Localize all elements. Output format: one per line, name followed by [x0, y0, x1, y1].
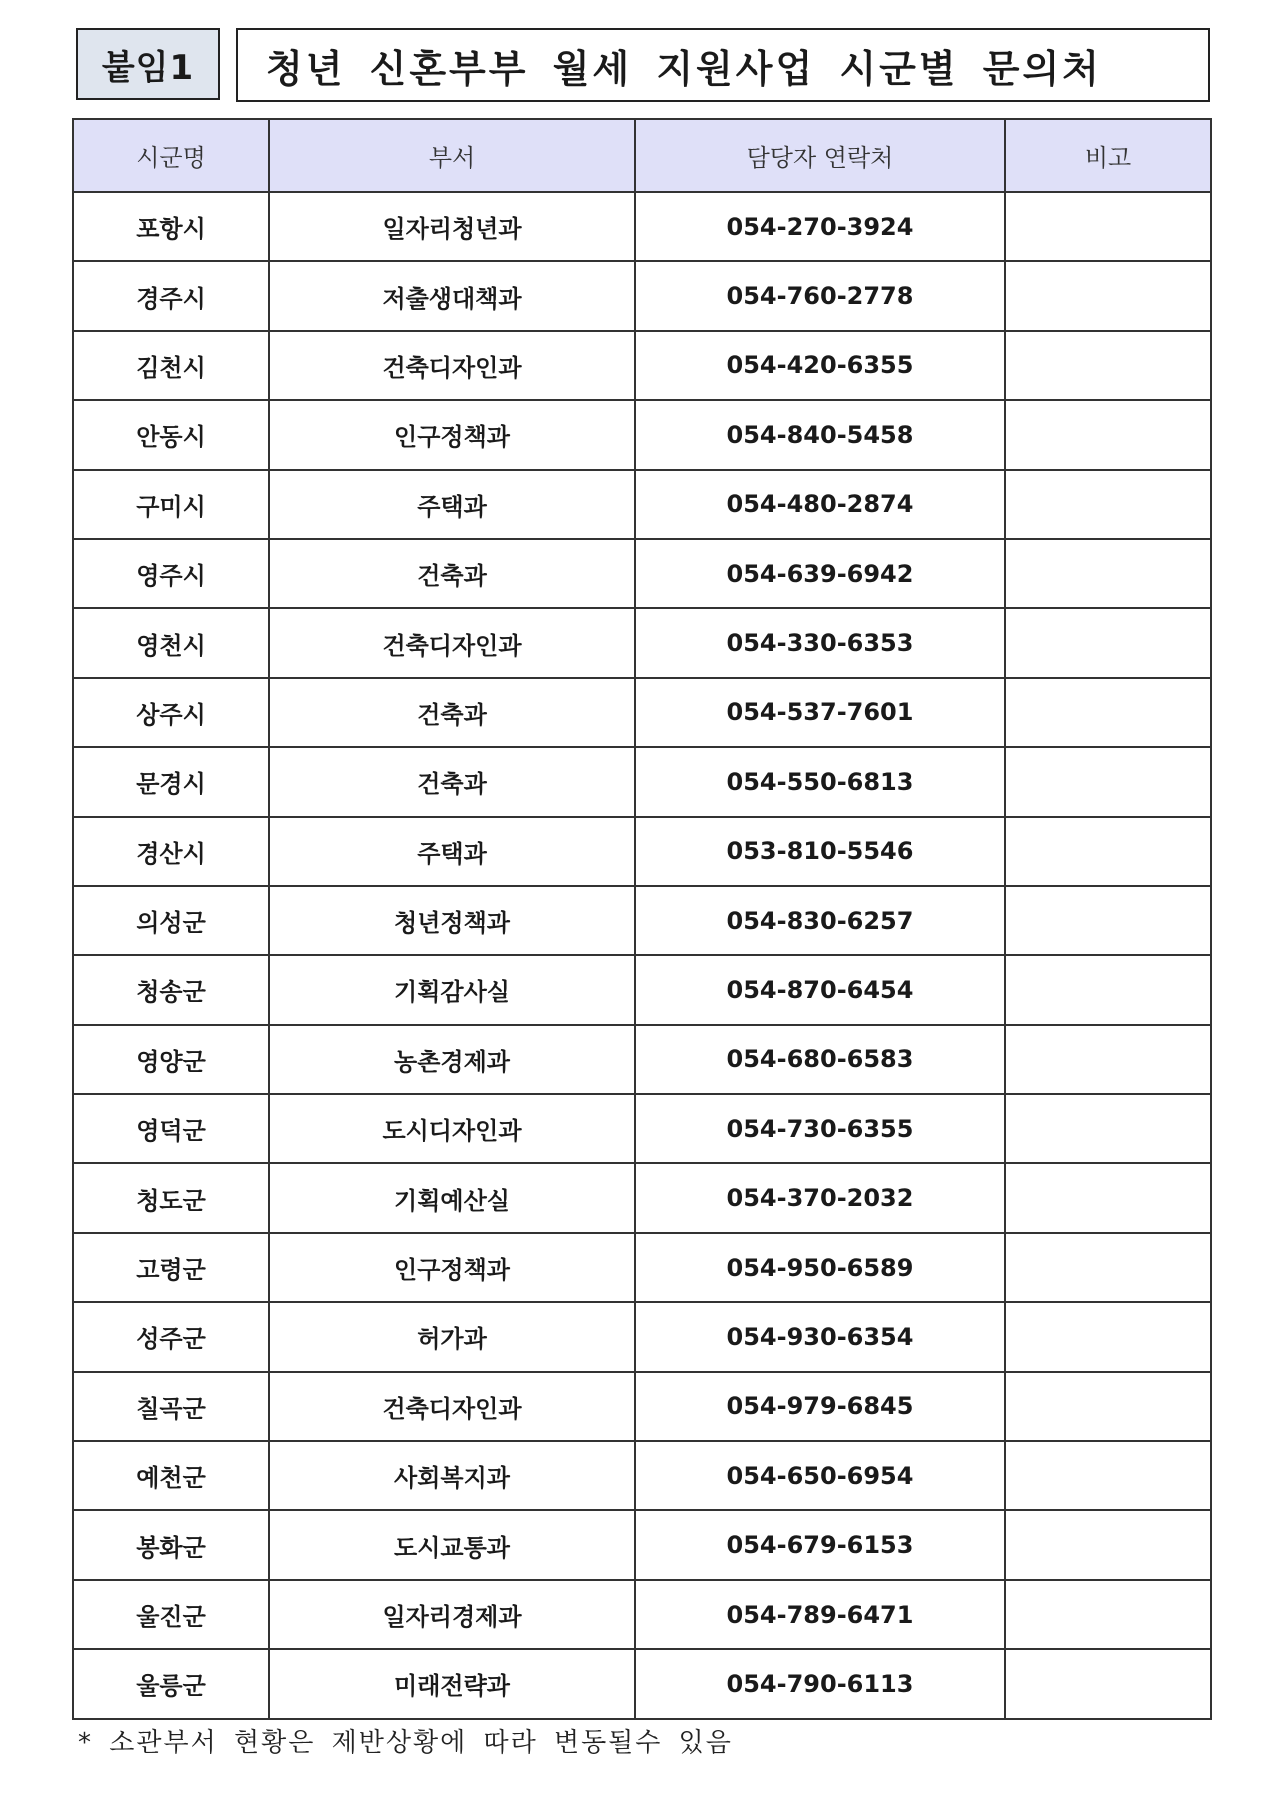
- region-cell: 청도군: [73, 1163, 269, 1232]
- table-body: [73, 192, 1211, 1719]
- phone-cell: 054-639-6942: [635, 539, 1005, 608]
- region-cell: 봉화군: [73, 1510, 269, 1579]
- table-row: [73, 817, 1211, 886]
- phone-cell: 054-370-2032: [635, 1163, 1005, 1232]
- department-cell: 기획예산실: [269, 1163, 635, 1232]
- table-row: [73, 1580, 1211, 1649]
- department-cell: 건축디자인과: [269, 331, 635, 400]
- table-row: [73, 1649, 1211, 1718]
- department-cell: 건축디자인과: [269, 608, 635, 677]
- header-region: 시군명: [73, 119, 269, 192]
- document-title: 청년 신혼부부 월세 지원사업 시군별 문의처: [236, 28, 1210, 102]
- department-cell: 농촌경제과: [269, 1025, 635, 1094]
- note-cell: [1005, 1580, 1211, 1649]
- region-cell: 문경시: [73, 747, 269, 816]
- phone-cell: 054-760-2778: [635, 261, 1005, 330]
- table-row: [73, 955, 1211, 1024]
- table-row: [73, 400, 1211, 469]
- region-cell: 경산시: [73, 817, 269, 886]
- phone-cell: 054-270-3924: [635, 192, 1005, 261]
- region-cell: 성주군: [73, 1302, 269, 1371]
- department-cell: 저출생대책과: [269, 261, 635, 330]
- department-cell: 일자리경제과: [269, 1580, 635, 1649]
- note-cell: [1005, 1163, 1211, 1232]
- note-cell: [1005, 608, 1211, 677]
- phone-cell: 054-550-6813: [635, 747, 1005, 816]
- phone-cell: 054-950-6589: [635, 1233, 1005, 1302]
- note-cell: [1005, 678, 1211, 747]
- note-cell: [1005, 955, 1211, 1024]
- phone-cell: 053-810-5546: [635, 817, 1005, 886]
- table-row: [73, 1441, 1211, 1510]
- region-cell: 울진군: [73, 1580, 269, 1649]
- phone-cell: 054-830-6257: [635, 886, 1005, 955]
- note-cell: [1005, 400, 1211, 469]
- note-cell: [1005, 1233, 1211, 1302]
- table-row: [73, 1372, 1211, 1441]
- phone-cell: 054-790-6113: [635, 1649, 1005, 1718]
- header-contact: 담당자 연락처: [635, 119, 1005, 192]
- note-cell: [1005, 817, 1211, 886]
- phone-cell: 054-330-6353: [635, 608, 1005, 677]
- phone-cell: 054-979-6845: [635, 1372, 1005, 1441]
- note-cell: [1005, 261, 1211, 330]
- department-cell: 건축과: [269, 747, 635, 816]
- department-cell: 미래전략과: [269, 1649, 635, 1718]
- department-cell: 건축과: [269, 678, 635, 747]
- region-cell: 영주시: [73, 539, 269, 608]
- table-row: [73, 331, 1211, 400]
- contact-table: [72, 118, 1212, 1720]
- note-cell: [1005, 1094, 1211, 1163]
- department-cell: 주택과: [269, 470, 635, 539]
- table-row: [73, 1163, 1211, 1232]
- note-cell: [1005, 1510, 1211, 1579]
- header-department: 부서: [269, 119, 635, 192]
- department-cell: 허가과: [269, 1302, 635, 1371]
- note-cell: [1005, 1649, 1211, 1718]
- department-cell: 청년정책과: [269, 886, 635, 955]
- table-row: [73, 192, 1211, 261]
- department-cell: 건축과: [269, 539, 635, 608]
- table-row: [73, 261, 1211, 330]
- title-row: [76, 28, 1210, 102]
- table-row: [73, 470, 1211, 539]
- region-cell: 고령군: [73, 1233, 269, 1302]
- table-row: [73, 678, 1211, 747]
- note-cell: [1005, 747, 1211, 816]
- region-cell: 구미시: [73, 470, 269, 539]
- region-cell: 경주시: [73, 261, 269, 330]
- phone-cell: 054-537-7601: [635, 678, 1005, 747]
- department-cell: 기획감사실: [269, 955, 635, 1024]
- attachment-tag: 붙임1: [76, 28, 220, 100]
- department-cell: 사회복지과: [269, 1441, 635, 1510]
- phone-cell: 054-789-6471: [635, 1580, 1005, 1649]
- department-cell: 인구정책과: [269, 1233, 635, 1302]
- table-row: [73, 1233, 1211, 1302]
- region-cell: 김천시: [73, 331, 269, 400]
- note-cell: [1005, 1372, 1211, 1441]
- phone-cell: 054-870-6454: [635, 955, 1005, 1024]
- phone-cell: 054-480-2874: [635, 470, 1005, 539]
- table-row: [73, 1094, 1211, 1163]
- table-row: [73, 747, 1211, 816]
- phone-cell: 054-730-6355: [635, 1094, 1005, 1163]
- table-row: [73, 886, 1211, 955]
- note-cell: [1005, 331, 1211, 400]
- phone-cell: 054-650-6954: [635, 1441, 1005, 1510]
- department-cell: 주택과: [269, 817, 635, 886]
- header-note: 비고: [1005, 119, 1211, 192]
- region-cell: 예천군: [73, 1441, 269, 1510]
- region-cell: 포항시: [73, 192, 269, 261]
- department-cell: 건축디자인과: [269, 1372, 635, 1441]
- note-cell: [1005, 470, 1211, 539]
- note-cell: [1005, 1025, 1211, 1094]
- note-cell: [1005, 886, 1211, 955]
- phone-cell: 054-930-6354: [635, 1302, 1005, 1371]
- table-header-row: [73, 119, 1211, 192]
- region-cell: 영양군: [73, 1025, 269, 1094]
- region-cell: 상주시: [73, 678, 269, 747]
- table-row: [73, 539, 1211, 608]
- region-cell: 칠곡군: [73, 1372, 269, 1441]
- region-cell: 영덕군: [73, 1094, 269, 1163]
- table-row: [73, 1510, 1211, 1579]
- table-row: [73, 1025, 1211, 1094]
- region-cell: 의성군: [73, 886, 269, 955]
- table-row: [73, 608, 1211, 677]
- note-cell: [1005, 1302, 1211, 1371]
- phone-cell: 054-420-6355: [635, 331, 1005, 400]
- table-row: [73, 1302, 1211, 1371]
- region-cell: 영천시: [73, 608, 269, 677]
- footnote: * 소관부서 현황은 제반상황에 따라 변동될수 있음: [78, 1728, 733, 1758]
- department-cell: 일자리청년과: [269, 192, 635, 261]
- note-cell: [1005, 539, 1211, 608]
- note-cell: [1005, 1441, 1211, 1510]
- phone-cell: 054-680-6583: [635, 1025, 1005, 1094]
- phone-cell: 054-840-5458: [635, 400, 1005, 469]
- department-cell: 인구정책과: [269, 400, 635, 469]
- region-cell: 울릉군: [73, 1649, 269, 1718]
- region-cell: 청송군: [73, 955, 269, 1024]
- phone-cell: 054-679-6153: [635, 1510, 1005, 1579]
- note-cell: [1005, 192, 1211, 261]
- department-cell: 도시디자인과: [269, 1094, 635, 1163]
- region-cell: 안동시: [73, 400, 269, 469]
- department-cell: 도시교통과: [269, 1510, 635, 1579]
